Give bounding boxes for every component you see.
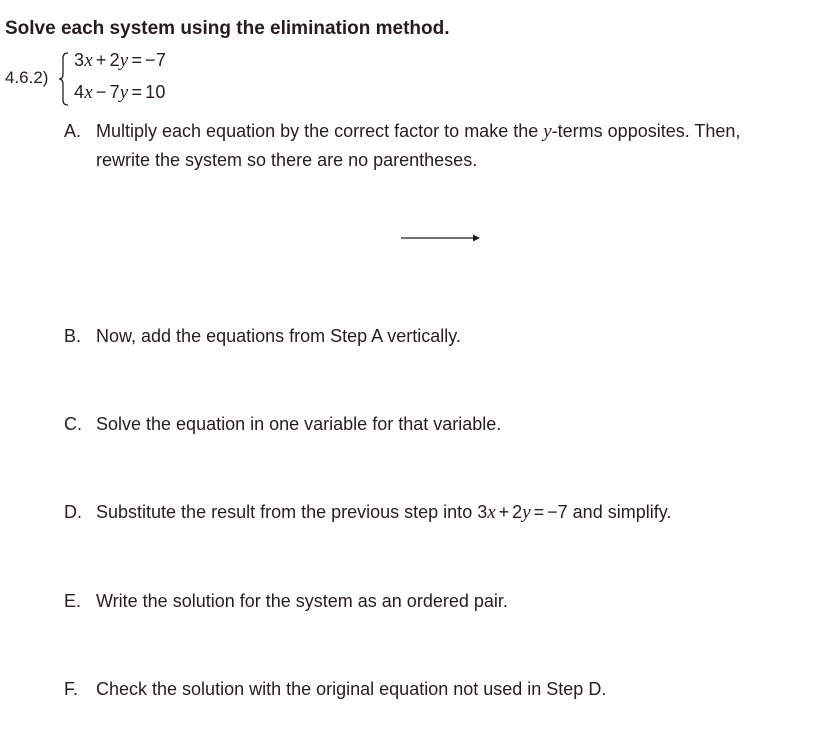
step-a-text-3: rewrite the system so there are no parentheses. (96, 150, 478, 170)
step-a-letter: A. (64, 121, 82, 141)
problem-number: 4.6.2) (5, 68, 49, 87)
step-a (64, 117, 740, 174)
step-a-text-2: -terms opposites. Then, (551, 121, 741, 141)
step-c-text: Solve the equation in one variable for that variable. (96, 414, 502, 434)
step-d-text-1: Substitute the result from the previous step into (96, 502, 478, 522)
eq1-rhs: −7 (145, 50, 167, 70)
step-e (64, 587, 508, 615)
step-b-letter: B. (64, 326, 82, 346)
step-e-letter: E. (64, 591, 82, 611)
eq2-var-x: x (84, 82, 93, 103)
step-d (64, 498, 671, 527)
right-arrow-icon (401, 232, 481, 244)
step-c-letter: C. (64, 414, 82, 434)
step-d-coef-b: 2 (512, 502, 523, 522)
eq1-equals: = (131, 50, 143, 70)
left-brace-icon (58, 52, 70, 106)
step-d-coef-a: 3 (477, 502, 488, 522)
eq1-var-y: y (119, 50, 129, 71)
step-f-letter: F. (64, 679, 79, 699)
step-e-text: Write the solution for the system as an ordered pair. (96, 591, 508, 611)
step-f-text: Check the solution with the original equation not used in Step D. (96, 679, 607, 699)
step-d-op: + (498, 502, 510, 522)
step-b-text: Now, add the equations from Step A vertically. (96, 326, 461, 346)
step-d-var-x: x (487, 502, 496, 523)
eq2-op: − (95, 82, 107, 102)
eq2-var-y: y (119, 82, 129, 103)
eq2-equals: = (131, 82, 143, 102)
step-d-rhs: −7 (547, 502, 568, 522)
step-d-equals: = (533, 502, 545, 522)
eq1-op: + (95, 50, 107, 70)
eq2-coef-b: 7 (109, 82, 120, 102)
step-d-text-2: and simplify. (567, 502, 672, 522)
eq2-rhs: 10 (145, 82, 166, 102)
page-heading: Solve each system using the elimination method. (5, 18, 450, 39)
eq1-coef-b: 2 (109, 50, 120, 70)
eq2-coef-a: 4 (74, 82, 85, 102)
step-a-text-1: Multiply each equation by the correct factor to make the (96, 121, 544, 141)
step-b (64, 322, 461, 350)
step-d-letter: D. (64, 502, 82, 522)
eq1-var-x: x (84, 50, 93, 71)
eq1-coef-a: 3 (74, 50, 85, 70)
step-d-var-y: y (522, 502, 531, 523)
equation-2 (74, 82, 166, 104)
equation-1 (74, 50, 166, 72)
step-c (64, 410, 501, 438)
step-f (64, 675, 606, 703)
step-a-var-y: y (543, 121, 552, 142)
